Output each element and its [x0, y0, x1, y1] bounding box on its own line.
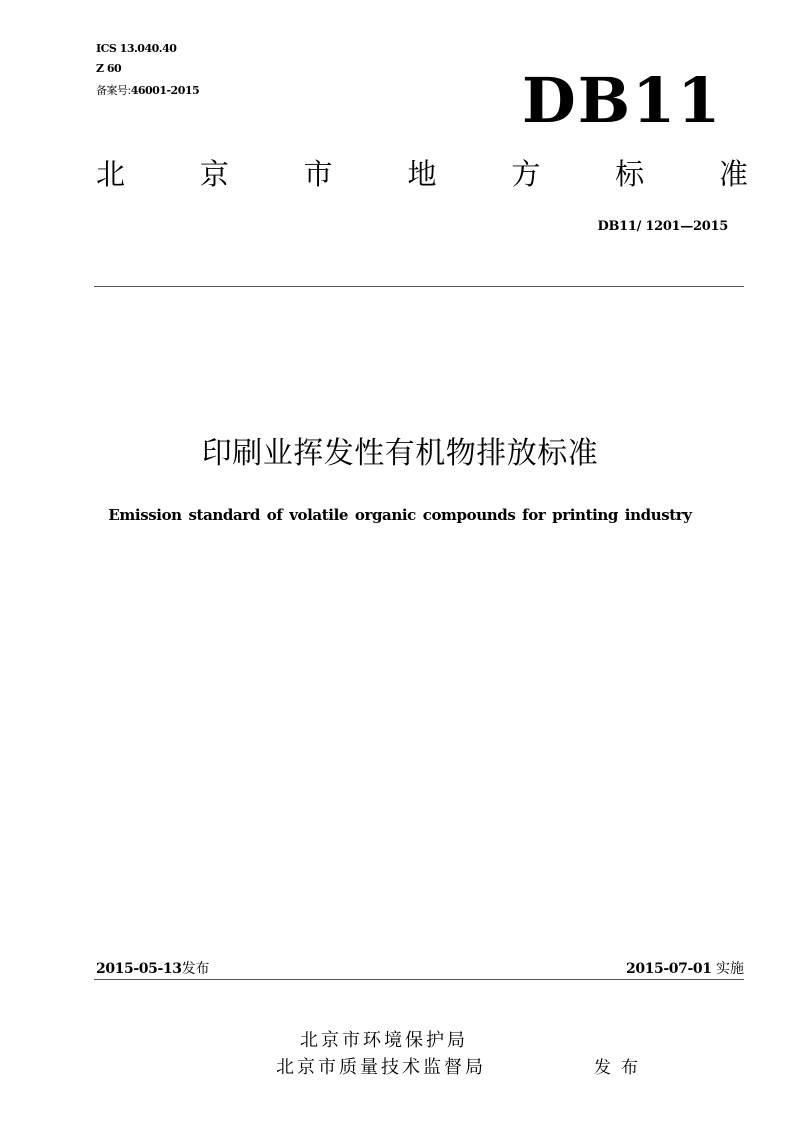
- ics-code: ICS 13.040.40: [96, 42, 177, 55]
- standard-code: DB11: [522, 64, 723, 137]
- record-label: 备案号:: [96, 84, 131, 97]
- standard-type-char: 标: [615, 157, 645, 191]
- implementation-date-label: 实施: [716, 961, 744, 977]
- standard-number: DB11/ 1201—2015: [597, 219, 728, 234]
- issuer-environment-bureau: 北京市环境保护局: [300, 1030, 468, 1051]
- issue-action: 发布: [594, 1058, 648, 1078]
- issue-date-value: 2015-05-13: [96, 961, 182, 977]
- bottom-divider: [94, 979, 744, 980]
- issuer-quality-bureau: 北京市质量技术监督局: [276, 1057, 486, 1078]
- standard-type-char: 市: [303, 157, 333, 191]
- issue-date-label: 发布: [181, 961, 210, 977]
- standard-type-char: 方: [511, 157, 541, 191]
- top-divider: [94, 286, 744, 287]
- standard-type-char: 京: [199, 157, 229, 191]
- document-title-english: Emission standard of volatile organic compounds for printing industry: [108, 506, 692, 524]
- record-value: 46001-2015: [130, 84, 200, 97]
- standard-type-char: 北: [96, 157, 126, 191]
- standard-type-char: 准: [718, 157, 748, 191]
- implementation-date-value: 2015-07-01: [625, 961, 712, 977]
- standard-type: [96, 156, 748, 192]
- ccs-code: Z 60: [96, 62, 122, 75]
- record-number: [96, 84, 199, 98]
- standard-type-char: 地: [407, 157, 437, 191]
- implementation-date: [626, 958, 744, 980]
- document-title: 印刷业挥发性有机物排放标准: [201, 436, 599, 471]
- issue-date: [96, 958, 210, 980]
